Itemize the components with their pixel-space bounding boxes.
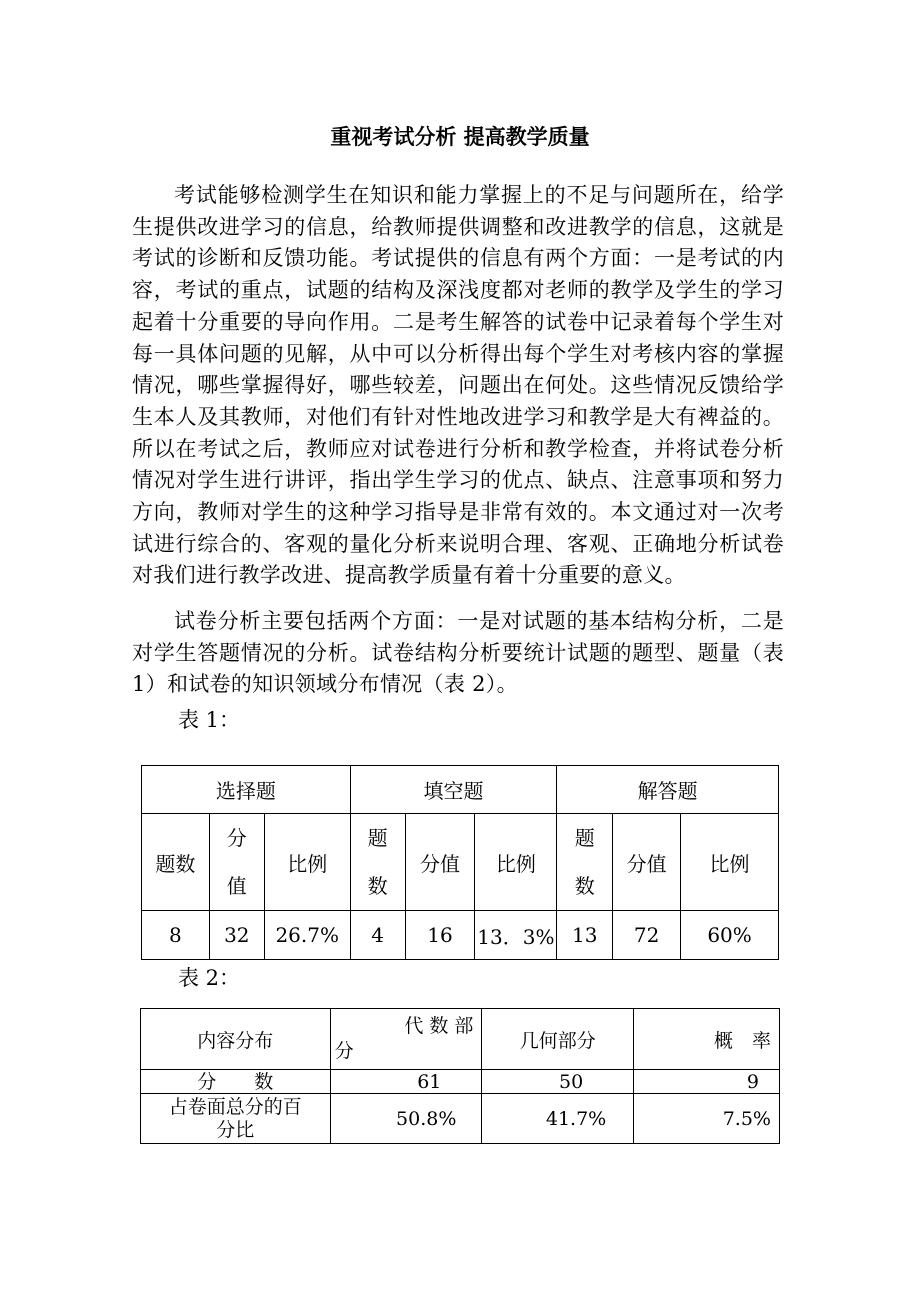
paragraph-intro: 考试能够检测学生在知识和能力掌握上的不足与问题所在，给学生提供改进学习的信息，给教师提供调整和改进教学的信息，这就是考试的诊断和反馈功能。考试提供的信息有两个方面：一是考试的内容，考试的重点，试题的结构及深浅度都对老师的教学及学生的学习起着十分重要的导向作用。二是考生解答的试卷中记录着每个学生对每一具体问题的见解，从中可以分析得出每个学生对考核内容的掌握情况，哪些掌握得好，哪些较差，问题出在何处。这些情况反馈给学生本人及其教师，对他们有针对性地改进学习和教学是大有裨益的。所以在考试之后，教师应对试卷进行分析和教学检查，并将试卷分析情况对学生进行讲评，指出学生学习的优点、缺点、注意事项和努力方向，教师对学生的这种学习指导是非常有效的。本文通过对一次考试进行综合的、客观的量化分析来说明合理、客观、正确地分析试卷对我们进行教学改进、提高教学质量有着十分重要的意义。 — [132, 183, 784, 588]
table-cell: 7.5% — [634, 1094, 780, 1144]
subheader-count: 题 数 — [350, 814, 405, 911]
table1-group-row — [142, 766, 779, 814]
header-content: 内容分布 — [141, 1009, 331, 1070]
table2-score-row — [141, 1070, 780, 1094]
subheader-count: 题 数 — [557, 814, 613, 911]
table-cell: 50.8% — [330, 1094, 482, 1144]
table-cell: 72 — [613, 911, 681, 960]
question-type-table — [141, 765, 779, 960]
header-probability: 概 率 — [634, 1009, 780, 1070]
table2-percent-row — [141, 1094, 780, 1144]
table2-header-row — [141, 1009, 780, 1070]
table-cell: 16 — [405, 911, 475, 960]
table1-subheader-row — [142, 814, 779, 911]
table1-label: 表 1： — [178, 708, 241, 732]
subheader-ratio: 比例 — [681, 814, 779, 911]
group-choice: 选择题 — [142, 766, 351, 814]
subheader-score: 分值 — [613, 814, 681, 911]
paragraph-analysis: 试卷分析主要包括两个方面：一是对试题的基本结构分析，二是对学生答题情况的分析。试卷结构分析要统计试题的题型、题量（表 1）和试卷的知识领域分布情况（表 2）。 — [132, 609, 784, 697]
subheader-count: 题数 — [142, 814, 210, 911]
group-answer: 解答题 — [557, 766, 779, 814]
subheader-score: 分 值 — [209, 814, 264, 911]
table-cell: 13．3% — [475, 911, 557, 960]
subheader-ratio: 比例 — [264, 814, 350, 911]
table-cell: 50 — [482, 1070, 634, 1094]
table1-value-row — [142, 911, 779, 960]
table-cell: 8 — [142, 911, 210, 960]
table-cell: 9 — [634, 1070, 780, 1094]
table2-label: 表 2： — [178, 966, 241, 990]
table-cell: 4 — [350, 911, 405, 960]
subheader-ratio: 比例 — [475, 814, 557, 911]
table-cell: 26.7% — [264, 911, 350, 960]
table-cell: 61 — [330, 1070, 482, 1094]
header-geometry: 几何部分 — [482, 1009, 634, 1070]
page-title: 重视考试分析 提高教学质量 — [330, 125, 590, 149]
table-cell: 13 — [557, 911, 613, 960]
group-fill-blank: 填空题 — [350, 766, 557, 814]
content-distribution-table — [140, 1008, 780, 1144]
table-cell: 60% — [681, 911, 779, 960]
header-algebra: 代 数 部 分 — [330, 1009, 482, 1070]
table-cell: 41.7% — [482, 1094, 634, 1144]
subheader-score: 分值 — [405, 814, 475, 911]
row-label-percent: 占卷面总分的百 分比 — [141, 1094, 331, 1144]
row-label-score: 分 数 — [141, 1070, 331, 1094]
table-cell: 32 — [209, 911, 264, 960]
